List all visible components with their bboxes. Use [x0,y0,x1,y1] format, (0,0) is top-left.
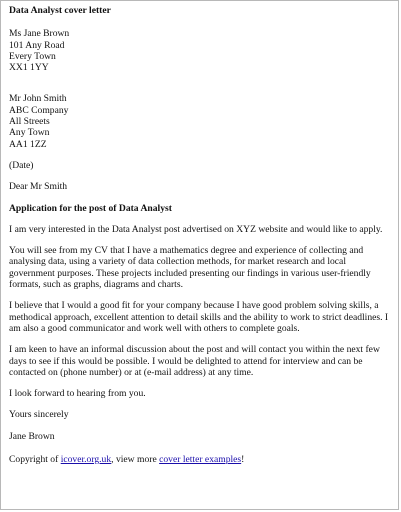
footer-middle: , view more [111,454,160,466]
body-paragraph-2: You will see from my CV that I have a mathematics degree and experience of collecting and analysing data, using a variety of data collection methods, for market research and local government purposes. These projects included presenting our findings in various user-friendly formats, such as graphs, diagrams and charts. [9,245,371,291]
recipient-company: ABC Company [9,104,69,116]
body-paragraph-5: I look forward to hearing from you. [9,388,146,400]
body-paragraph-4: I am keen to have an informal discussion about the post and will contact you within the next few days to see if this would be possible. I would be delighted to attend for interview and can be contacted on (phone number) or at (e-mail address) at any time. [9,344,380,378]
recipient-postcode: AA1 1ZZ [9,138,47,150]
letter-content [9,5,394,475]
document-title: Data Analyst cover letter [9,5,111,16]
sender-postcode: XX1 1YY [9,62,49,74]
body-paragraph-1: I am very interested in the Data Analyst post advertised on XYZ website and would like to apply. [9,223,383,235]
recipient-name: Mr John Smith [9,93,67,105]
recipient-address [9,93,394,149]
signature: Jane Brown [9,430,55,442]
recipient-street: All Streets [9,116,50,128]
cover-letter-examples-link[interactable]: cover letter examples [159,454,242,466]
footer-prefix: Copyright of [9,454,61,466]
copyright-footer [9,454,394,465]
salutation: Dear Mr Smith [9,181,68,193]
subject-line: Application for the post of Data Analyst [9,202,172,214]
recipient-town: Any Town [9,127,50,139]
sender-town: Every Town [9,50,56,62]
site-link[interactable]: icover.org.uk [60,454,112,466]
sender-street: 101 Any Road [9,39,65,51]
body-paragraph-3: I believe that I would a good fit for your company because I have good problem solving skills, a methodical approach, excellent attention to detail skills and the ability to work to strict deadlines. I am also a good communicator and work well with others to complete goals. [9,300,389,334]
footer-suffix: ! [241,454,245,466]
sender-name: Ms Jane Brown [9,28,70,40]
closing: Yours sincerely [9,409,69,421]
letter-date: (Date) [9,159,34,171]
